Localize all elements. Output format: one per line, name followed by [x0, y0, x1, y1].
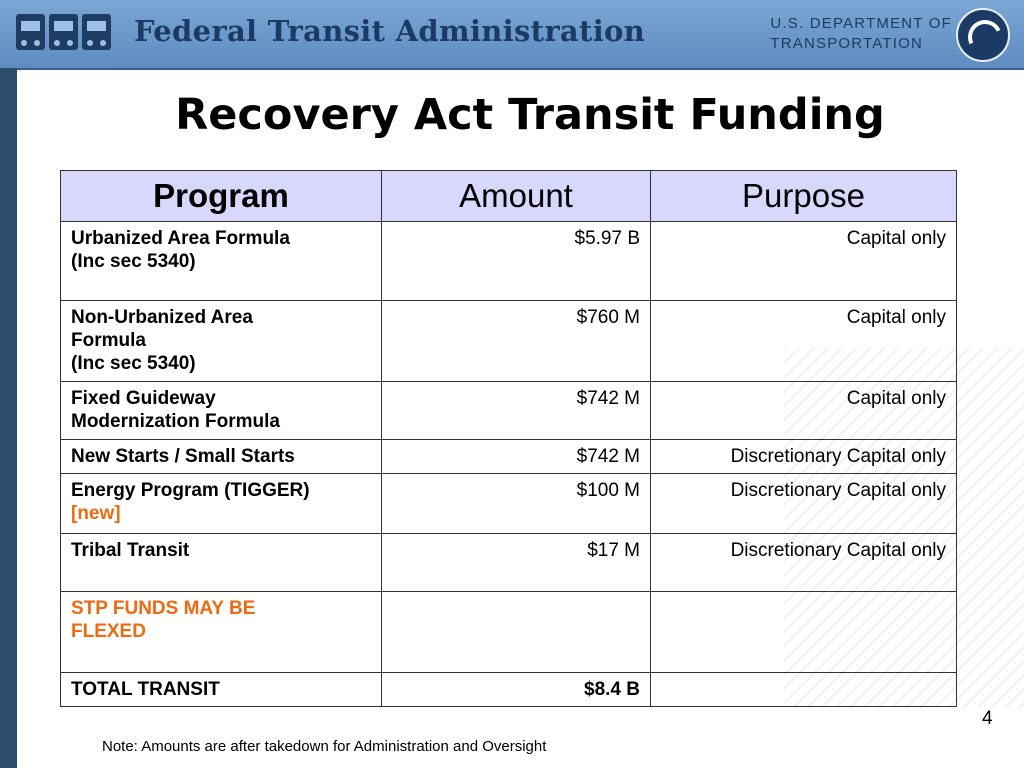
program-cell — [61, 301, 382, 382]
mode-icons — [16, 14, 111, 50]
col-header-purpose: Purpose — [651, 171, 957, 222]
dot-logo-icon — [956, 8, 1010, 62]
purpose-cell — [651, 592, 957, 673]
bus-icon — [16, 14, 45, 50]
slide-title: Recovery Act Transit Funding — [175, 90, 885, 140]
table-row — [61, 222, 957, 301]
program-text: Energy Program (TIGGER) — [71, 480, 310, 501]
col-header-program: Program — [61, 171, 382, 222]
purpose-cell — [651, 673, 957, 707]
program-text: STP FUNDS MAY BE — [71, 598, 256, 619]
purpose-cell: Capital only — [651, 301, 957, 382]
program-cell — [61, 222, 382, 301]
program-cell — [61, 673, 382, 707]
program-cell — [61, 534, 382, 592]
train-icon — [49, 14, 78, 50]
table-row — [61, 673, 957, 707]
program-text: Urbanized Area Formula — [71, 228, 290, 249]
dot-line-1: U.S. DEPARTMENT OF — [770, 15, 952, 32]
program-text: Fixed Guideway — [71, 388, 216, 409]
program-text: New Starts / Small Starts — [71, 446, 295, 467]
table-row — [61, 534, 957, 592]
table-row — [61, 474, 957, 534]
new-tag: [new] — [71, 503, 121, 524]
program-text: FLEXED — [71, 621, 146, 642]
table-row — [61, 592, 957, 673]
amount-cell: $17 M — [382, 534, 651, 592]
amount-cell: $8.4 B — [382, 673, 651, 707]
header-banner — [0, 0, 1024, 70]
page-number: 4 — [982, 708, 993, 729]
rail-car-icon — [82, 14, 111, 50]
program-cell — [61, 382, 382, 440]
program-cell — [61, 474, 382, 534]
purpose-cell: Discretionary Capital only — [651, 440, 957, 474]
program-text: Tribal Transit — [71, 540, 190, 561]
purpose-cell: Capital only — [651, 382, 957, 440]
program-text: Modernization Formula — [71, 411, 280, 432]
amount-cell: $100 M — [382, 474, 651, 534]
amount-cell — [382, 592, 651, 673]
purpose-cell: Discretionary Capital only — [651, 534, 957, 592]
program-text: (Inc sec 5340) — [71, 251, 196, 272]
program-text: (Inc sec 5340) — [71, 353, 196, 374]
table-row — [61, 440, 957, 474]
program-text: TOTAL TRANSIT — [71, 679, 220, 700]
program-text: Non-Urbanized Area — [71, 307, 253, 328]
funding-table — [60, 170, 957, 707]
dot-line-2: TRANSPORTATION — [770, 35, 924, 52]
table-header-row — [61, 171, 957, 222]
amount-cell: $5.97 B — [382, 222, 651, 301]
col-header-amount: Amount — [382, 171, 651, 222]
left-accent-bar — [0, 68, 17, 768]
amount-cell: $742 M — [382, 440, 651, 474]
amount-cell: $760 M — [382, 301, 651, 382]
footnote: Note: Amounts are after takedown for Administration and Oversight — [102, 738, 547, 755]
dot-name — [770, 14, 952, 54]
program-cell — [61, 440, 382, 474]
program-text: Formula — [71, 330, 146, 351]
program-cell — [61, 592, 382, 673]
table-row — [61, 382, 957, 440]
purpose-cell: Capital only — [651, 222, 957, 301]
agency-title: Federal Transit Administration — [134, 14, 646, 48]
amount-cell: $742 M — [382, 382, 651, 440]
purpose-cell: Discretionary Capital only — [651, 474, 957, 534]
table-row — [61, 301, 957, 382]
